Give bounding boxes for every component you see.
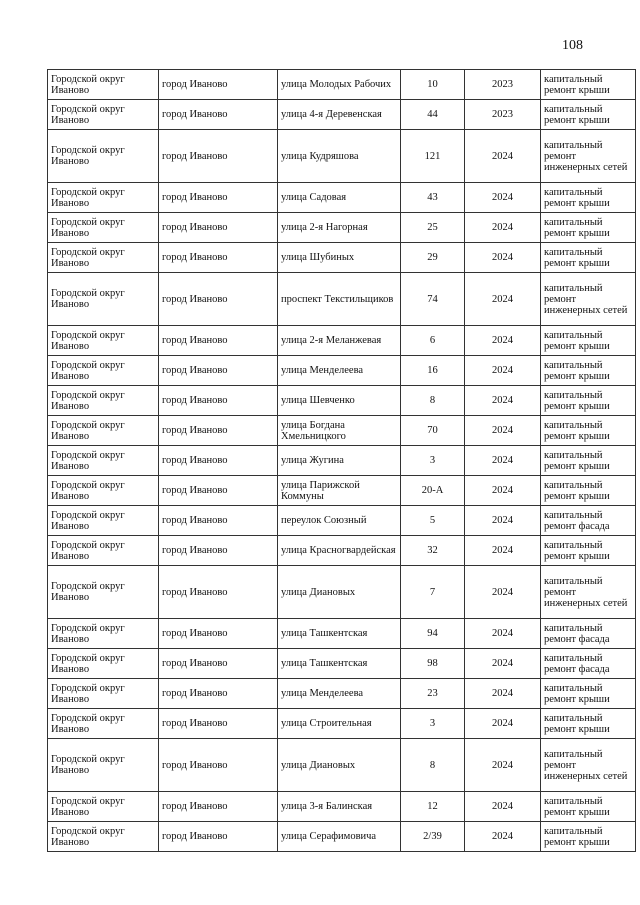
street-cell: улица 3-я Балинская [278,792,401,822]
street-cell: улица Строительная [278,709,401,739]
year-cell: 2024 [465,649,541,679]
year-cell: 2024 [465,386,541,416]
year-cell: 2024 [465,566,541,619]
table-row [48,446,636,476]
table-row [48,416,636,446]
city-cell: город Иваново [159,416,278,446]
year-cell: 2024 [465,446,541,476]
work-type-cell: капитальный ремонт крыши [541,326,636,356]
house-number-cell: 16 [401,356,465,386]
okrug-cell: Городской округ Иваново [48,709,159,739]
okrug-cell: Городской округ Иваново [48,649,159,679]
city-cell: город Иваново [159,649,278,679]
house-number-cell: 8 [401,739,465,792]
street-cell: улица Диановых [278,566,401,619]
house-number-cell: 3 [401,709,465,739]
work-type-cell: капитальный ремонт крыши [541,822,636,852]
city-cell: город Иваново [159,446,278,476]
house-number-cell: 44 [401,100,465,130]
street-cell: улица Кудряшова [278,130,401,183]
work-type-cell: капитальный ремонт крыши [541,709,636,739]
house-number-cell: 2/39 [401,822,465,852]
street-cell: улица Шевченко [278,386,401,416]
table-row [48,243,636,273]
year-cell: 2024 [465,416,541,446]
table-row [48,213,636,243]
okrug-cell: Городской округ Иваново [48,100,159,130]
table-row [48,536,636,566]
okrug-cell: Городской округ Иваново [48,130,159,183]
house-number-cell: 29 [401,243,465,273]
table-body [48,70,636,852]
year-cell: 2024 [465,619,541,649]
year-cell: 2024 [465,213,541,243]
street-cell: улица Жугина [278,446,401,476]
city-cell: город Иваново [159,326,278,356]
okrug-cell: Городской округ Иваново [48,326,159,356]
street-cell: проспект Текстильщиков [278,273,401,326]
table-row [48,709,636,739]
city-cell: город Иваново [159,130,278,183]
city-cell: город Иваново [159,619,278,649]
okrug-cell: Городской округ Иваново [48,356,159,386]
street-cell: улица Серафимовича [278,822,401,852]
table-row [48,506,636,536]
city-cell: город Иваново [159,709,278,739]
table-row [48,100,636,130]
table-row [48,326,636,356]
year-cell: 2024 [465,130,541,183]
table-row [48,356,636,386]
year-cell: 2024 [465,356,541,386]
table-row [48,273,636,326]
city-cell: город Иваново [159,792,278,822]
okrug-cell: Городской округ Иваново [48,739,159,792]
house-number-cell: 6 [401,326,465,356]
work-type-cell: капитальный ремонт инженерных сетей [541,130,636,183]
street-cell: переулок Союзный [278,506,401,536]
work-type-cell: капитальный ремонт крыши [541,243,636,273]
city-cell: город Иваново [159,273,278,326]
table-row [48,70,636,100]
year-cell: 2024 [465,326,541,356]
work-type-cell: капитальный ремонт крыши [541,100,636,130]
page-number: 108 [562,38,583,53]
year-cell: 2024 [465,679,541,709]
okrug-cell: Городской округ Иваново [48,792,159,822]
table-row [48,649,636,679]
year-cell: 2024 [465,476,541,506]
okrug-cell: Городской округ Иваново [48,213,159,243]
okrug-cell: Городской округ Иваново [48,619,159,649]
table-row [48,792,636,822]
work-type-cell: капитальный ремонт крыши [541,386,636,416]
street-cell: улица Красногвардейская [278,536,401,566]
year-cell: 2023 [465,100,541,130]
okrug-cell: Городской округ Иваново [48,386,159,416]
city-cell: город Иваново [159,506,278,536]
year-cell: 2024 [465,739,541,792]
city-cell: город Иваново [159,679,278,709]
okrug-cell: Городской округ Иваново [48,536,159,566]
house-number-cell: 8 [401,386,465,416]
city-cell: город Иваново [159,356,278,386]
year-cell: 2024 [465,183,541,213]
work-type-cell: капитальный ремонт крыши [541,792,636,822]
table-row [48,566,636,619]
city-cell: город Иваново [159,70,278,100]
city-cell: город Иваново [159,386,278,416]
street-cell: улица Ташкентская [278,619,401,649]
work-type-cell: капитальный ремонт фасада [541,619,636,649]
year-cell: 2024 [465,243,541,273]
house-number-cell: 20-А [401,476,465,506]
okrug-cell: Городской округ Иваново [48,822,159,852]
table-row [48,476,636,506]
street-cell: улица Садовая [278,183,401,213]
house-number-cell: 74 [401,273,465,326]
year-cell: 2024 [465,273,541,326]
work-type-cell: капитальный ремонт крыши [541,476,636,506]
okrug-cell: Городской округ Иваново [48,679,159,709]
work-type-cell: капитальный ремонт крыши [541,356,636,386]
street-cell: улица Диановых [278,739,401,792]
house-number-cell: 25 [401,213,465,243]
street-cell: улица Парижской Коммуны [278,476,401,506]
house-number-cell: 32 [401,536,465,566]
house-number-cell: 23 [401,679,465,709]
city-cell: город Иваново [159,213,278,243]
house-number-cell: 10 [401,70,465,100]
table-row [48,739,636,792]
street-cell: улица 2-я Нагорная [278,213,401,243]
table-row [48,822,636,852]
work-type-cell: капитальный ремонт фасада [541,649,636,679]
city-cell: город Иваново [159,822,278,852]
okrug-cell: Городской округ Иваново [48,70,159,100]
work-type-cell: капитальный ремонт крыши [541,446,636,476]
city-cell: город Иваново [159,536,278,566]
okrug-cell: Городской округ Иваново [48,243,159,273]
city-cell: город Иваново [159,183,278,213]
work-type-cell: капитальный ремонт крыши [541,213,636,243]
work-type-cell: капитальный ремонт крыши [541,679,636,709]
year-cell: 2024 [465,822,541,852]
table-row [48,619,636,649]
work-type-cell: капитальный ремонт инженерных сетей [541,273,636,326]
year-cell: 2024 [465,536,541,566]
city-cell: город Иваново [159,739,278,792]
year-cell: 2024 [465,792,541,822]
table-row [48,679,636,709]
city-cell: город Иваново [159,100,278,130]
table-row [48,130,636,183]
okrug-cell: Городской округ Иваново [48,446,159,476]
street-cell: улица Менделеева [278,356,401,386]
street-cell: улица Шубиных [278,243,401,273]
table-row [48,386,636,416]
street-cell: улица Ташкентская [278,649,401,679]
repair-schedule-table [47,69,636,852]
okrug-cell: Городской округ Иваново [48,506,159,536]
work-type-cell: капитальный ремонт крыши [541,416,636,446]
year-cell: 2024 [465,506,541,536]
house-number-cell: 98 [401,649,465,679]
city-cell: город Иваново [159,566,278,619]
street-cell: улица Менделеева [278,679,401,709]
work-type-cell: капитальный ремонт инженерных сетей [541,739,636,792]
city-cell: город Иваново [159,243,278,273]
okrug-cell: Городской округ Иваново [48,566,159,619]
work-type-cell: капитальный ремонт крыши [541,183,636,213]
house-number-cell: 94 [401,619,465,649]
house-number-cell: 5 [401,506,465,536]
year-cell: 2024 [465,709,541,739]
work-type-cell: капитальный ремонт крыши [541,536,636,566]
table-row [48,183,636,213]
house-number-cell: 43 [401,183,465,213]
okrug-cell: Городской округ Иваново [48,183,159,213]
year-cell: 2023 [465,70,541,100]
okrug-cell: Городской округ Иваново [48,476,159,506]
work-type-cell: капитальный ремонт крыши [541,70,636,100]
house-number-cell: 121 [401,130,465,183]
work-type-cell: капитальный ремонт фасада [541,506,636,536]
okrug-cell: Городской округ Иваново [48,273,159,326]
okrug-cell: Городской округ Иваново [48,416,159,446]
house-number-cell: 3 [401,446,465,476]
street-cell: улица 2-я Меланжевая [278,326,401,356]
street-cell: улица 4-я Деревенская [278,100,401,130]
house-number-cell: 70 [401,416,465,446]
house-number-cell: 12 [401,792,465,822]
work-type-cell: капитальный ремонт инженерных сетей [541,566,636,619]
house-number-cell: 7 [401,566,465,619]
street-cell: улица Молодых Рабочих [278,70,401,100]
street-cell: улица Богдана Хмельницкого [278,416,401,446]
city-cell: город Иваново [159,476,278,506]
